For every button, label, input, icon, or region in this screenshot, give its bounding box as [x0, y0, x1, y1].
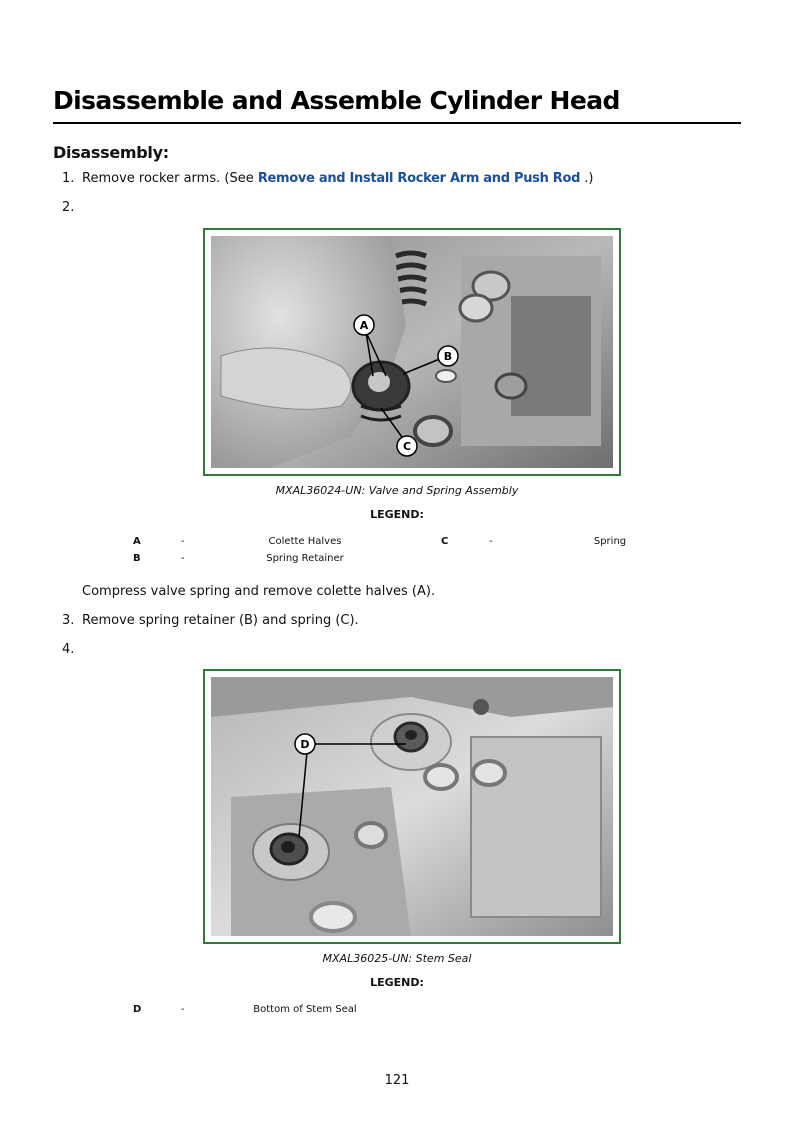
page-number: 121 [384, 1073, 410, 1088]
valve-spring-photo [211, 236, 613, 468]
figure-2-legend-title: LEGEND: [370, 976, 424, 989]
callout-a-label: A [359, 319, 369, 332]
callout-d-label: D [300, 738, 310, 751]
step-text: Remove spring retainer (B) and spring (C). [82, 613, 359, 628]
legend-desc-d: Bottom of Stem Seal [253, 1004, 357, 1015]
step-number: 1. [62, 171, 75, 186]
legend-desc-a: Colette Halves [268, 536, 342, 547]
step-number: 2. [62, 200, 75, 215]
callout-b-label: B [443, 350, 453, 363]
step-2 [62, 200, 82, 215]
step-1 [62, 171, 593, 186]
figure-1-legend-title: LEGEND: [370, 508, 424, 521]
step-2-text: Compress valve spring and remove colette halves (A). [82, 584, 436, 599]
legend-key-b: B [133, 553, 141, 564]
title-rule [53, 122, 741, 124]
legend-desc-b: Spring Retainer [266, 553, 344, 564]
legend-dash-c: - [489, 536, 493, 547]
figure-2-caption: MXAL36025-UN: Stem Seal [322, 952, 472, 965]
page-title: Disassemble and Assemble Cylinder Head [53, 86, 620, 115]
step-number: 3. [62, 613, 75, 628]
figure-1-caption: MXAL36024-UN: Valve and Spring Assembly [275, 484, 519, 497]
step-text-end: .) [580, 171, 594, 186]
section-heading: Disassembly: [53, 143, 169, 162]
rocker-arm-link[interactable]: Remove and Install Rocker Arm and Push Rod [257, 171, 581, 186]
stem-seal-photo [211, 677, 613, 936]
callout-c-label: C [402, 440, 412, 453]
legend-key-c: C [441, 536, 449, 547]
legend-dash-b: - [181, 553, 185, 564]
step-4 [62, 642, 82, 657]
legend-dash-d: - [181, 1004, 185, 1015]
step-number: 4. [62, 642, 75, 657]
legend-key-d: D [133, 1004, 142, 1015]
legend-key-a: A [133, 536, 141, 547]
legend-desc-c: Spring [593, 536, 627, 547]
legend-dash-a: - [181, 536, 185, 547]
step-text: Remove rocker arms. (See [82, 171, 258, 186]
step-3 [62, 613, 359, 628]
figure-stem-seal [203, 669, 621, 944]
figure-valve-spring-assembly [203, 228, 621, 476]
